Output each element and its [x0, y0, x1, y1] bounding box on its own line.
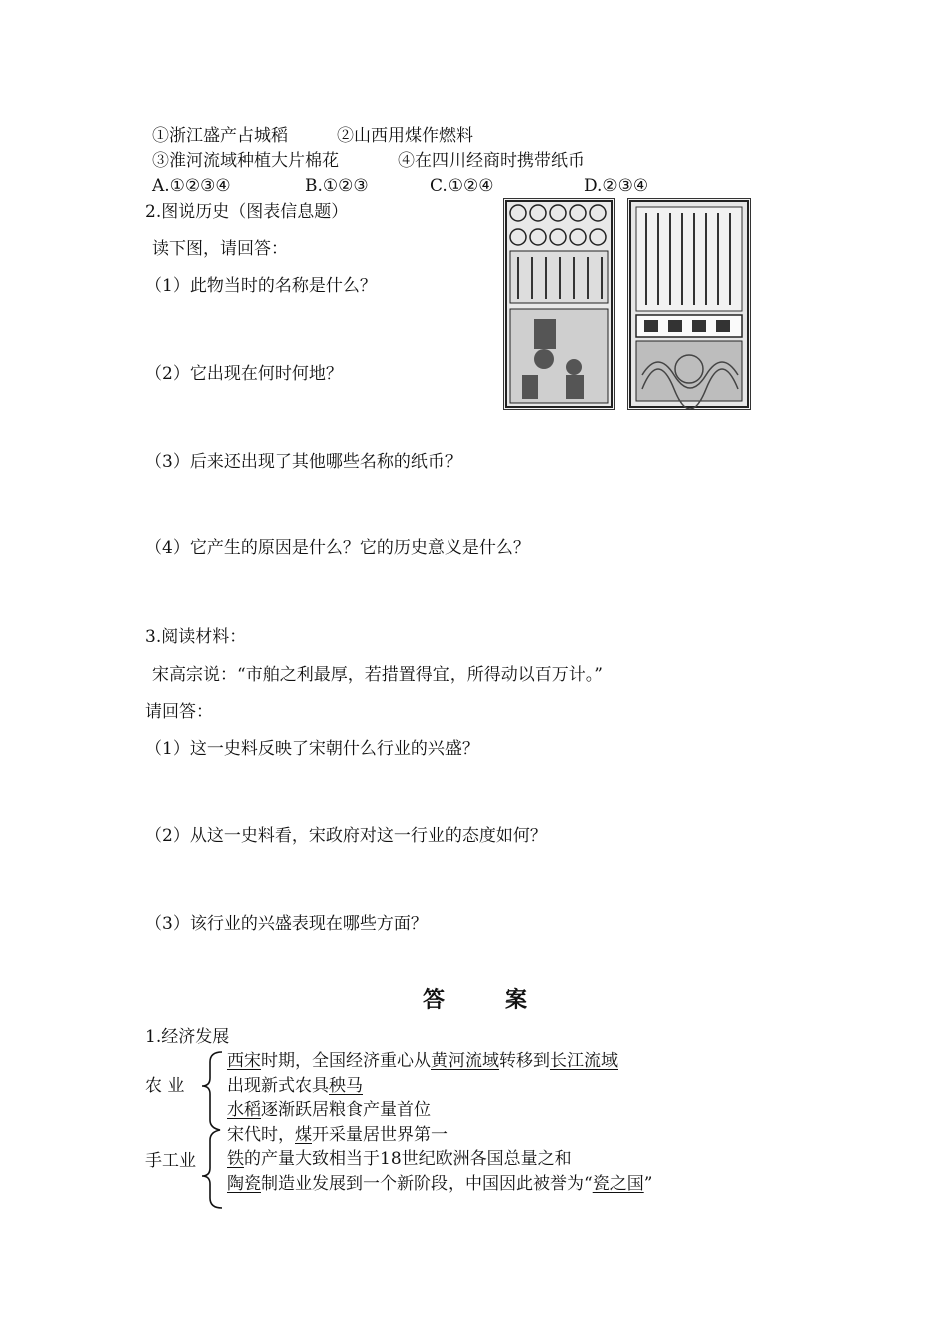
agri1-e: 长江流域: [550, 1051, 618, 1071]
jiaozi-note-drawing-right: [628, 199, 750, 409]
agri1-d: 转移到: [499, 1051, 550, 1071]
question2-q1: （1）此物当时的名称是什么？: [145, 276, 377, 296]
question3-material: 宋高宗说：“市舶之利最厚，若措置得宜，所得动以百万计。”: [152, 665, 603, 685]
option-line-1a: ①浙江盛产占城稻: [152, 126, 288, 146]
choice-c: C.①②④: [430, 176, 494, 196]
jiaozi-note-drawing-left: [504, 199, 614, 409]
hand1-b: 煤: [295, 1125, 312, 1145]
agri2-a: 出现新式农具: [227, 1076, 329, 1096]
agri1-a: 西宋: [227, 1051, 261, 1071]
choice-d: D.②③④: [584, 176, 649, 196]
question3-q1: （1）这一史料反映了宋朝什么行业的兴盛？: [145, 739, 479, 759]
hand3-a: 陶瓷: [227, 1174, 261, 1194]
hand1-c: 开采量居世界第一: [312, 1125, 448, 1145]
agri3-a: 水稻: [227, 1100, 261, 1120]
curly-brace-icon: [200, 1050, 226, 1210]
hand1-a: 宋代时，: [227, 1125, 295, 1145]
agri1-b: 时期，全国经济重心从: [261, 1051, 431, 1071]
agri-line-2: [227, 1075, 363, 1097]
question2-q4: （4）它产生的原因是什么？它的历史意义是什么？: [145, 538, 530, 558]
hand-line-3: [227, 1173, 652, 1195]
choice-b: B.①②③: [305, 176, 369, 196]
answer-section-1: 1.经济发展: [145, 1027, 230, 1047]
agri-line-3: [227, 1099, 431, 1121]
hand2-b: 的产量大致相当于18世纪欧洲各国总量之和: [244, 1149, 572, 1169]
agri-line-1: [227, 1050, 618, 1072]
handicraft-label: 手工业: [145, 1151, 196, 1171]
hand3-d: ”: [643, 1174, 653, 1194]
answer-heading: 答案: [422, 987, 587, 1013]
question2-title: 2.图说历史（图表信息题）: [145, 202, 349, 222]
agri2-b: 秧马: [329, 1076, 363, 1096]
hand3-b: 制造业发展到一个新阶段，中国因此被誉为“: [261, 1174, 593, 1194]
question3-prompt: 请回答：: [145, 702, 213, 722]
question2-q2: （2）它出现在何时何地？: [145, 364, 343, 384]
question3-q2: （2）从这一史料看，宋政府对这一行业的态度如何？: [145, 826, 547, 846]
choice-a: A.①②③④: [152, 176, 231, 196]
question2-q3: （3）后来还出现了其他哪些名称的纸币？: [145, 452, 462, 472]
hand3-c: 瓷之国: [592, 1174, 644, 1194]
question3-title: 3.阅读材料：: [145, 627, 247, 647]
question3-q3: （3）该行业的兴盛表现在哪些方面？: [145, 914, 428, 934]
option-line-2a: ③淮河流域种植大片棉花: [152, 151, 339, 171]
agri1-c: 黄河流域: [431, 1051, 499, 1071]
option-line-1b: ②山西用煤作燃料: [337, 126, 473, 146]
agriculture-label: 农 业: [145, 1076, 185, 1096]
option-line-2b: ④在四川经商时携带纸币: [398, 151, 585, 171]
agri3-b: 逐渐跃居粮食产量首位: [261, 1100, 431, 1120]
hand-line-1: [227, 1124, 448, 1146]
jiaozi-note-image-right: [627, 198, 751, 410]
hand-line-2: [227, 1148, 572, 1170]
hand2-a: 铁: [227, 1149, 244, 1169]
jiaozi-note-image-left: [503, 198, 615, 410]
question2-intro: 读下图，请回答：: [152, 239, 288, 259]
